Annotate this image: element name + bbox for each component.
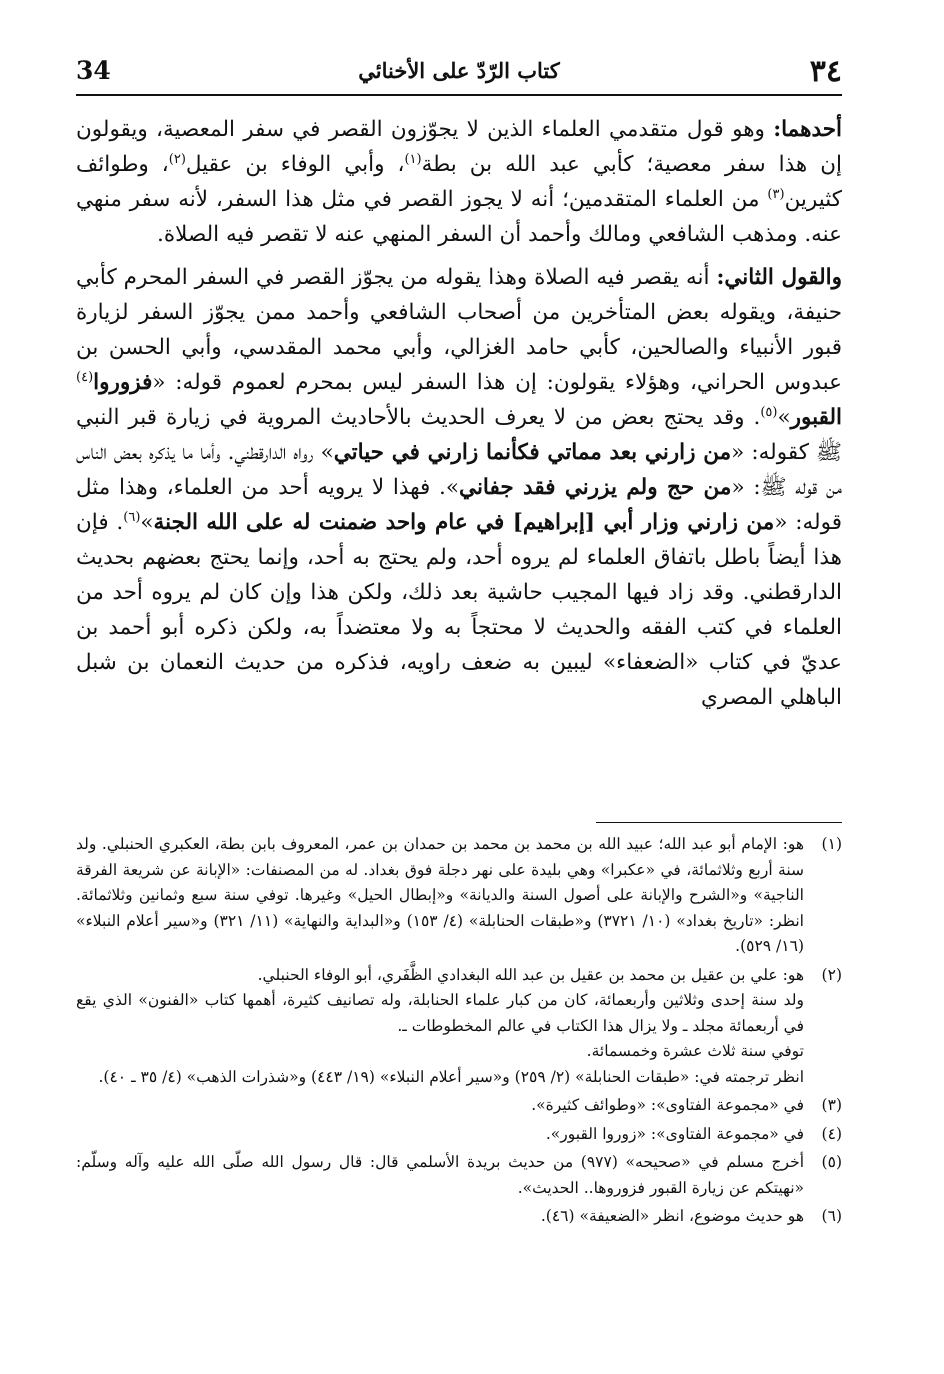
text-run: أنه يقصر فيه الصلاة وهذا يقوله من يجوّز القصر في السفر المحرم كأبي حنيفة، ويقوله بعض المتأخرين من أصحاب الشافعي وأحمد ممن يجوّز السفر لزيارة قبور الأنبياء والصالحين، كأبي حامد الغزالي، وأبي محمد المقدسي، وأبي الحسن بن عبدوس الحراني، وهؤلاء يقولون: إن هذا السفر ليس بمحرم لعموم قوله: «	[76, 265, 842, 395]
footnote-number: (٥)	[821, 1153, 842, 1171]
footnote-text: توفي سنة ثلاث عشرة وخمسمائة.	[586, 1042, 804, 1060]
footnote-ref[interactable]: (٦)	[123, 509, 141, 525]
footnote-text: هو: علي بن عقيل بن محمد بن عقيل بن عبد الله البغدادي الظَّفَري، أبو الوفاء الحنبلي.	[257, 965, 804, 984]
footnote-3	[76, 1093, 842, 1119]
page-header	[76, 54, 842, 94]
footnote-number: (٣)	[821, 1096, 842, 1114]
paragraph-lead: أحدهما:	[773, 117, 842, 142]
text-run: من العلماء المتقدمين؛ أنه لا يجوز القصر في مثل هذا السفر، لأنه سفر منهي عنه. ومذهب الشافعي ومالك وأحمد أن السفر المنهي عنه لا تقصر فيه الصلاة.	[76, 187, 842, 247]
footnote-text: انظر ترجمته في: «طبقات الحنابلة» (٢/ ٢٥٩) و«سير أعلام النبلاء» (١٩/ ٤٤٣) و«شذرات الذهب» (٤/ ٣٥ ـ ٤٠).	[98, 1067, 804, 1086]
text-run: ، وطوائف كثيرين	[76, 152, 842, 212]
footnotes	[76, 832, 842, 1233]
header-rule	[76, 94, 842, 96]
hadith-quote: من زارني بعد مماتي فكأنما زارني في حياتي	[333, 440, 732, 465]
text-run: » رواه الدارقطني. وأما ما يذكره بعض الناس من قوله ﷺ: «	[76, 440, 842, 500]
footnote-ref[interactable]: (٢)	[168, 151, 186, 167]
hadith-quote: من حج ولم يزرني فقد جفاني	[459, 475, 732, 500]
text-run: »	[140, 510, 154, 535]
paragraph-lead: والقول الثاني:	[716, 265, 842, 290]
footnote-5	[76, 1150, 842, 1201]
paragraph-first-opinion	[76, 112, 842, 252]
text-run: ». فهذا لا يرويه أحد من العلماء، وهذا مثل قوله: «	[76, 475, 842, 535]
page-number-arabic: ٣٤	[809, 54, 842, 89]
footnote-2	[76, 963, 842, 1091]
footnote-ref[interactable]: (٣)	[767, 186, 785, 202]
footnote-number: (٤)	[821, 1124, 842, 1143]
footnote-ref[interactable]: (٤)	[76, 369, 94, 385]
footnote-ref[interactable]: (٥)	[760, 404, 778, 420]
footnote-separator	[596, 822, 842, 823]
footnote-text: هو: الإمام أبو عبد الله؛ عبيد الله بن محمد بن محمد بن حمدان بن عمر، المعروف بابن بطة، العكبري الحنبلي. ولد سنة أربع وثلاثمائة، في «عكبرا» وهي بليدة على نهر دجلة فوق بغداد. له من المصنفات: «الإبانة عن شريعة الفرقة الناجية» و«الشرح والإبانة على أصول السنة والديانة» و«إبطال الحيل» وغيرها. توفي سنة سبع وثمانين وثلاثمائة. انظر: «تاريخ بغداد» (١٠/ ٣٧٢١) و«طبقات الحنابلة» (٤/ ١٥٣) و«البداية والنهاية» (١١/ ٣٢١) و«سير أعلام النبلاء» (١٦/ ٥٢٩).	[76, 835, 804, 955]
footnote-6	[76, 1204, 842, 1230]
footnote-number: (١)	[821, 835, 842, 853]
footnote-number: (٦)	[821, 1207, 842, 1225]
hadith-quote: من زارني وزار أبي [إبراهيم] في عام واحد ضمنت له على الله الجنة	[153, 510, 775, 535]
running-title: كتاب الرّدّ على الأخنائي	[358, 58, 560, 83]
footnote-text: هو حديث موضوع، انظر «الضعيفة» (٤٦).	[540, 1207, 804, 1225]
text-run: ، وأبي الوفاء بن عقيل	[185, 152, 405, 177]
main-text	[76, 112, 842, 715]
footnote-text: أخرج مسلم في «صحيحه» (٩٧٧) من حديث بريدة الأسلمي قال: قال رسول الله صلّى الله عليه وآله وسلّم: «نهيتكم عن زيارة القبور فزوروها.. الحديث».	[76, 1153, 805, 1197]
footnote-4	[76, 1122, 842, 1148]
footnote-text: في «مجموعة الفتاوى»: «زوروا القبور».	[545, 1124, 804, 1143]
text-run: »	[777, 405, 791, 430]
hadith-quote: القبور	[790, 405, 842, 430]
paragraph-second-opinion	[76, 260, 842, 715]
hadith-quote: فزوروا	[93, 370, 153, 395]
text-run: . فإن هذا أيضاً باطل باتفاق العلماء لم يروه أحد، ولم يحتج به أحد، وإنما يحتج بعضهم بحديث الدارقطني. وقد زاد فيها المجيب حاشية بعد ذلك، ولكن هذا وإن كان لم يروه أحد من العلماء في كتب الفقه والحديث لا محتجاً به ولا معتضداً به، ولكن ذكره أبو أحمد بن عديّ في كتاب «الضعفاء» ليبين به ضعف راويه، فذكره من حديث النعمان بن شبل الباهلي المصري	[76, 510, 842, 710]
footnote-ref[interactable]: (١)	[404, 151, 422, 167]
footnote-number: (٢)	[821, 965, 842, 984]
footnote-text: ولد سنة إحدى وثلاثين وأربعمائة، كان من كبار علماء الحنابلة، وله تصانيف كثيرة، أهمها كتاب «الفنون» الذي يقع في أربعمائة مجلد ـ ولا يزال هذا الكتاب في عالم المخطوطات ـ.	[76, 991, 804, 1035]
text-run: وهو قول متقدمي العلماء الذين لا يجوّزون القصر في سفر المعصية، ويقولون إن هذا سفر معصية؛ كأبي عبد الله بن بطة	[76, 117, 842, 177]
text-run: . وقد يحتج بعض من لا يعرف الحديث بالأحاديث المروية في زيارة قبر النبي ﷺ كقوله: «	[76, 405, 842, 465]
page-number-latin: 34	[76, 56, 111, 85]
footnote-1	[76, 832, 842, 960]
footnote-text: في «مجموعة الفتاوى»: «وطوائف كثيرة».	[531, 1096, 804, 1114]
